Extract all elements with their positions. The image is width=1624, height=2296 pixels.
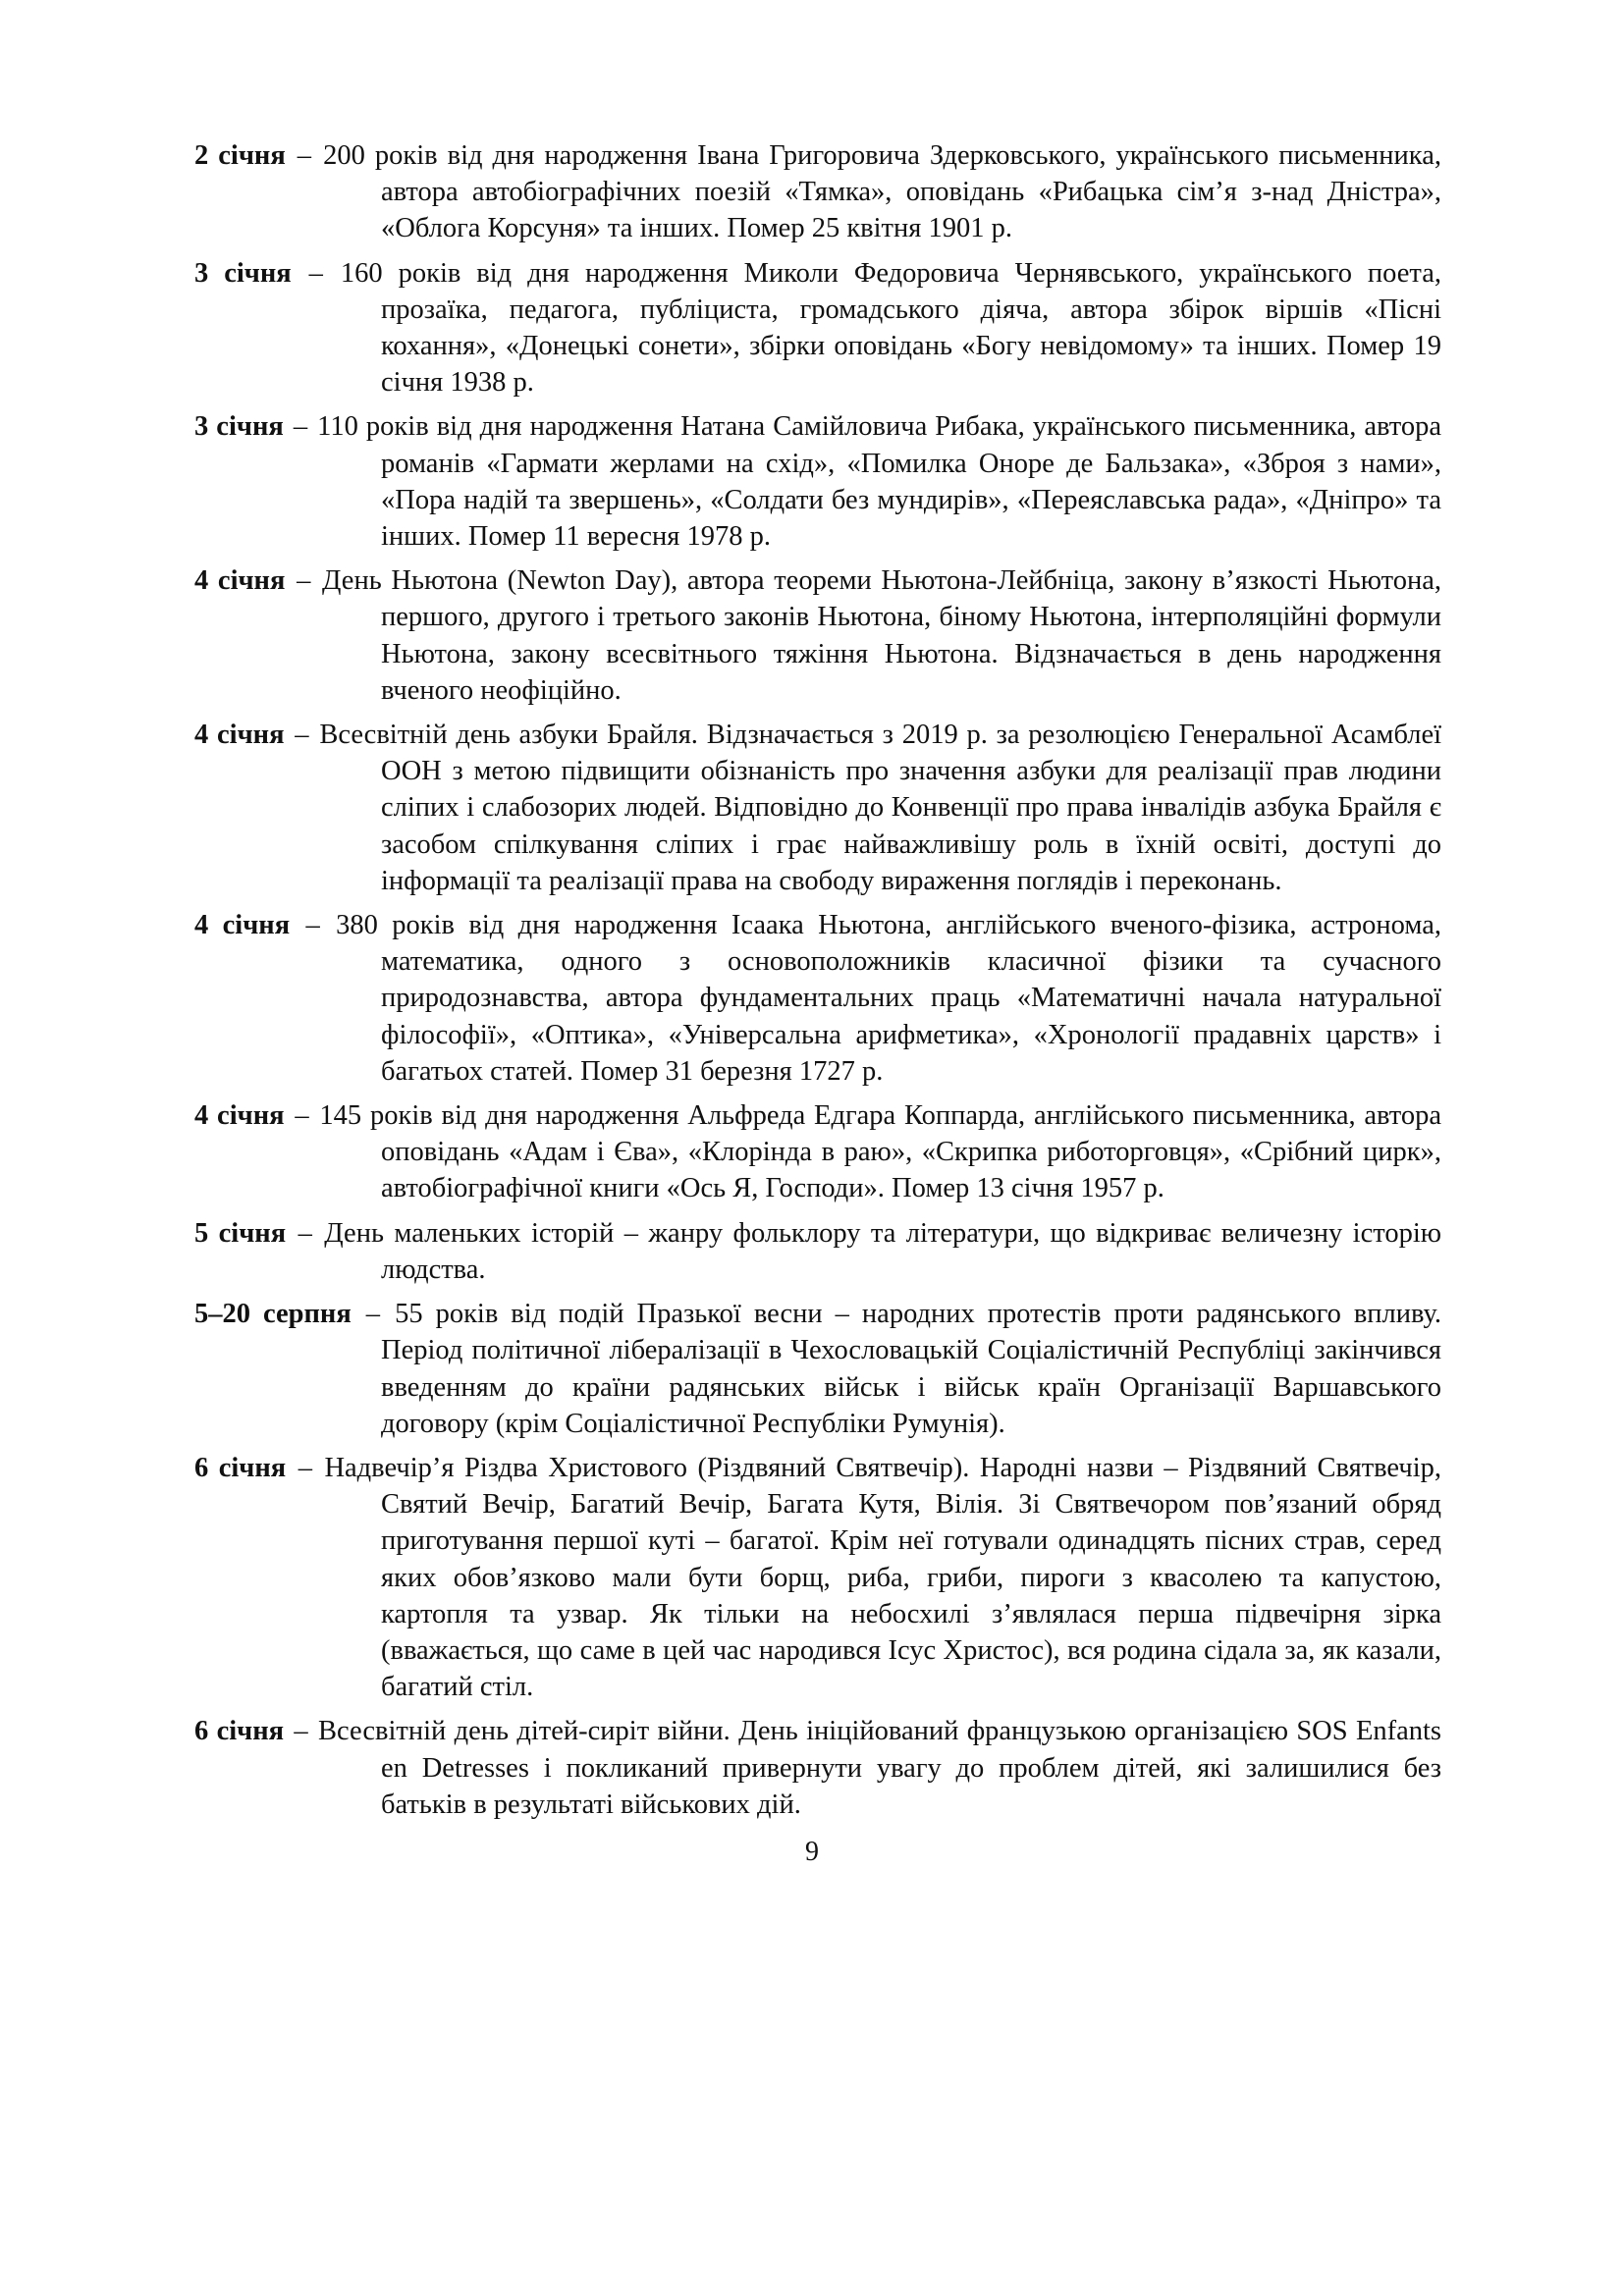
entry-text: Надвечір’я Різдва Христового (Різдвяний Святвечір). Народні назви – Різдвяний Святвечір, Святий Вечір, Багатий Вечір, Багата Кутя, Вілія. Зі Святвечором пов’язаний обряд приготування першої куті – багатої. Крім неї готували одинадцять пісних страв, серед яких обов’язково мали бути борщ, риба, гриби, пироги з квасолею та капустою, картопля та узвар. Як тільки на небосхилі з’являлася перша підвечірня зірка (вважається, що саме в цей час народився Ісус Христос), вся родина сідала за, як казали, багатий стіл. [324,1452,1442,1703]
entry-dash: – [365,1299,381,1330]
entry-date: 5–20 серпня [194,1299,352,1330]
page-number: 9 [805,1837,819,1867]
entry-dash: – [308,257,323,289]
entry-date: 5 січня [194,1217,287,1249]
entry-text: 200 років від дня народження Івана Григоровича Здерковського, українського письменника, автора автобіографічних поезій «Тямка», оповідань «Рибацька сім’я з-над Дністра», «Облога Корсуня» та інших. Помер 25 квітня 1901 р. [323,140,1441,244]
entry-date: 3 січня [194,257,292,289]
entry-text: 380 років від дня народження Ісаака Ньютона, англійського вченого-фізика, астронома, математика, одного з основоположників класичної фізики та сучасного природознавства, автора фундаментальних праць «Математичні начала натуральної філософії», «Оптика», «Універсальна арифметика», «Хронології прадавніх царств» і багатьох статей. Помер 31 березня 1727 р. [336,910,1442,1087]
calendar-entry [194,255,1441,401]
entry-date: 4 січня [194,910,291,941]
entry-date: 4 січня [194,565,286,597]
entry-dash: – [295,720,309,751]
calendar-entry [194,408,1441,555]
document-body [194,137,1441,1831]
calendar-entry [194,717,1441,899]
calendar-entry [194,1097,1441,1207]
entry-text: Всесвітній день дітей-сиріт війни. День ініційований французькою організацією SOS Enfants en Detresses і покликаний привернути увагу до проблем дітей, які залишилися без батьків в результаті військових дій. [318,1716,1442,1820]
entry-text: Всесвітній день азбуки Брайля. Відзначається з 2019 р. за резолюцією Генеральної Асамблеї ООН з метою підвищити обізнаність про значення азбуки для реалізації прав людини сліпих і слабозорих людей. Відповідно до Конвенції про права інвалідів азбука Брайля є засобом спілкування сліпих і грає найважливішу роль в їхній освіті, доступі до інформації та реалізації права на свободу вираження поглядів і переконань. [319,720,1442,896]
entry-date: 4 січня [194,720,285,751]
calendar-entry [194,1450,1441,1705]
entry-dash: – [297,565,311,597]
entry-date: 4 січня [194,1100,285,1132]
calendar-entry [194,1713,1441,1823]
entry-text: 110 років від дня народження Натана Самійловича Рибака, українського письменника, автора романів «Гармати жерлами на схід», «Помилка Оноре де Бальзака», «Зброя з нами», «Пора надій та звершень», «Солдати без мундирів», «Переяславська рада», «Дніпро» та інших. Помер 11 вересня 1978 р. [317,411,1442,553]
entry-dash: – [305,910,320,941]
entry-dash: – [298,1217,312,1249]
entry-dash: – [294,1716,308,1747]
entry-text: 55 років від подій Празької весни – народних протестів проти радянського впливу. Період політичної лібералізації в Чехословацькій Соціалістичній Республіці закінчився введенням до країни радянських військ і військ країн Організації Варшавського договору (крім Соціалістичної Республіки Румунія). [381,1299,1442,1439]
calendar-entry [194,137,1441,247]
calendar-entry [194,1296,1441,1442]
entry-text: 160 років від дня народження Миколи Федоровича Чернявського, українського поета, прозаїка, педагога, публіциста, громадського діяча, автора збірок віршів «Пісні кохання», «Донецькі сонети», збірки оповідань «Богу невідомому» та інших. Помер 19 січня 1938 р. [340,257,1442,399]
entry-date: 3 січня [194,411,284,443]
entry-date: 6 січня [194,1716,285,1747]
calendar-entry [194,562,1441,709]
calendar-entry [194,907,1441,1090]
entry-text: День Ньютона (Newton Day), автора теореми Ньютона-Лейбніца, закону в’язкості Ньютона, першого, другого і третього законів Ньютона, біному Ньютона, інтерполяційні формули Ньютона, закону всесвітнього тяжіння Ньютона. Відзначається в день народження вченого неофіційно. [322,565,1441,706]
entry-text: День маленьких історій – жанру фольклору та літератури, що відкриває величезну історію людства. [324,1217,1442,1285]
entry-dash: – [298,1452,312,1483]
calendar-entry [194,1215,1441,1288]
entry-text: 145 років від дня народження Альфреда Едгара Коппарда, англійського письменника, автора оповідань «Адам і Єва», «Клоріндa в раю», «Скрипка риботорговця», «Срібний цирк», автобіографічної книги «Ось Я, Господи». Помер 13 січня 1957 р. [319,1100,1442,1204]
entry-dash: – [297,140,312,171]
entry-dash: – [293,411,308,443]
entry-date: 2 січня [194,140,286,171]
entry-date: 6 січня [194,1452,287,1483]
entry-dash: – [295,1100,309,1132]
